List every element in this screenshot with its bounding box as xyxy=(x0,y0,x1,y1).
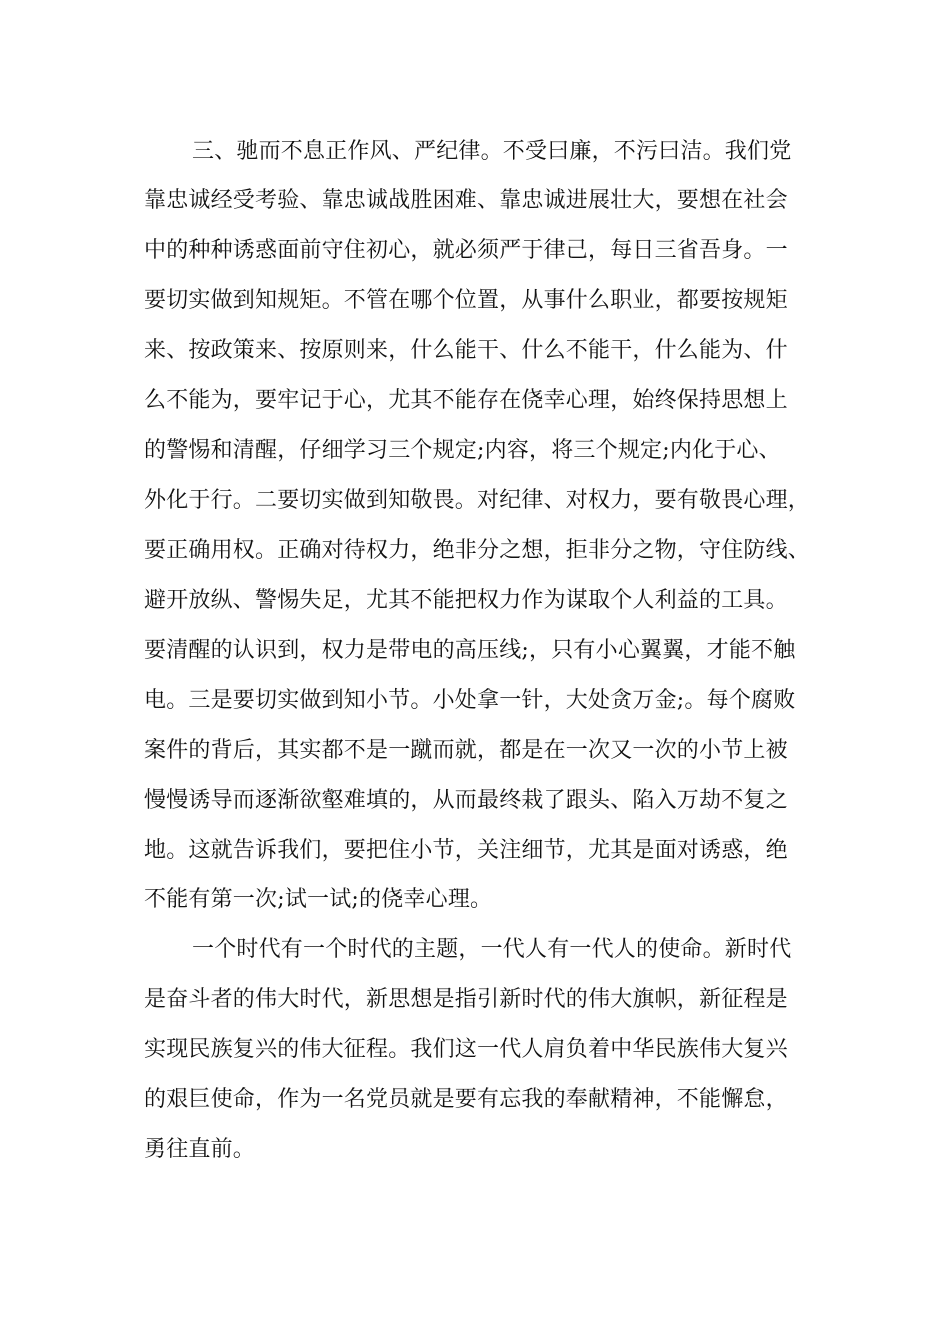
paragraph-1-line-3: 中的种种诱惑面前守住初心，就必须严于律己，每日三省吾身。一 xyxy=(144,238,788,263)
paragraph-1-line-15: 地。这就告诉我们，要把住小节，关注细节，尤其是面对诱惑，绝 xyxy=(144,838,788,863)
paragraph-2-line-4: 的艰巨使命，作为一名党员就是要有忘我的奉献精神，不能懈怠， xyxy=(144,1087,788,1112)
paragraph-1-line-9: 要正确用权。正确对待权力，绝非分之想，拒非分之物，守住防线、 xyxy=(144,538,811,563)
paragraph-1-line-14: 慢慢诱导而逐渐欲壑难填的，从而最终栽了跟头、陷入万劫不复之 xyxy=(144,788,788,813)
paragraph-2-line-2: 是奋斗者的伟大时代，新思想是指引新时代的伟大旗帜，新征程是 xyxy=(144,987,788,1012)
paragraph-1-line-7: 的警惕和清醒，仔细学习三个规定;内容，将三个规定;内化于心、 xyxy=(144,438,781,463)
paragraph-1-line-10: 避开放纵、警惕失足，尤其不能把权力作为谋取个人利益的工具。 xyxy=(144,588,788,613)
paragraph-1-line-2: 靠忠诚经受考验、靠忠诚战胜困难、靠忠诚进展壮大，要想在社会 xyxy=(144,188,788,213)
paragraph-1-line-12: 电。三是要切实做到知小节。小处拿一针，大处贪万金;。每个腐败 xyxy=(144,688,796,713)
paragraph-1-line-8: 外化于行。二要切实做到知敬畏。对纪律、对权力，要有敬畏心理， xyxy=(144,488,811,513)
paragraph-1-line-1: 三、驰而不息正作风、严纪律。不受曰廉，不污曰洁。我们党 xyxy=(192,139,792,164)
paragraph-1-line-13: 案件的背后，其实都不是一蹴而就，都是在一次又一次的小节上被 xyxy=(144,738,788,763)
paragraph-1-line-16: 不能有第一次;试一试;的侥幸心理。 xyxy=(144,887,493,912)
paragraph-1-line-4: 要切实做到知规矩。不管在哪个位置，从事什么职业，都要按规矩 xyxy=(144,288,788,313)
paragraph-1-line-5: 来、按政策来、按原则来，什么能干、什么不能干，什么能为、什 xyxy=(144,338,788,363)
paragraph-2-line-5: 勇往直前。 xyxy=(144,1137,256,1162)
paragraph-2-line-3: 实现民族复兴的伟大征程。我们这一代人肩负着中华民族伟大复兴 xyxy=(144,1037,788,1062)
paragraph-2-line-1: 一个时代有一个时代的主题，一代人有一代人的使命。新时代 xyxy=(192,937,792,962)
paragraph-1-line-6: 么不能为，要牢记于心，尤其不能存在侥幸心理，始终保持思想上 xyxy=(144,388,788,413)
paragraph-1-line-11: 要清醒的认识到，权力是带电的高压线;，只有小心翼翼，才能不触 xyxy=(144,638,796,663)
